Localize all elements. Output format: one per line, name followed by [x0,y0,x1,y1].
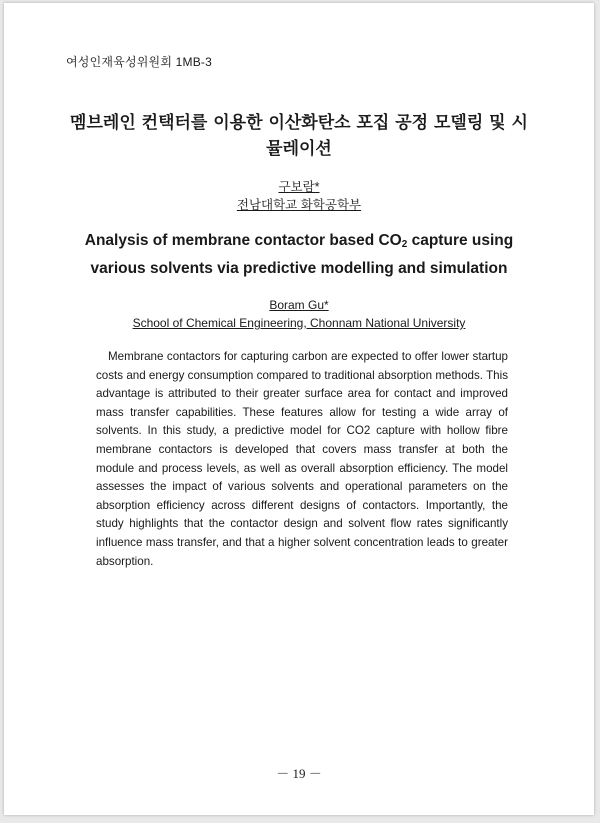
session-header: 여성인재육성위원회 1MB-3 [66,55,213,69]
paper-page [4,3,594,815]
korean-author-line [4,179,594,196]
english-title-part2: capture using various solvents via predictive modelling and simulation [90,232,514,277]
english-author: Boram Gu* [269,298,329,312]
english-affiliation-line [4,315,594,331]
abstract-body: Membrane contactors for capturing carbon are expected to offer lower startup costs and energy consumption compared to traditional absorption methods. This advantage is attributed to their greater surface area for contact and improved mass transfer capabilities. These features allow for testing a wide array of solvents. In this study, a predictive model for CO2 capture with hollow fibre membrane contactors is developed that covers mass transfer at both the module and process levels, as well as overall absorption efficiency. The model assesses the impact of various solvents and operational parameters on the absorption efficiency across different designs of contactors. Importantly, the study highlights that the contactor design and solvent flow rates significantly influence mass transfer, and that a higher solvent concentration leads to greater absorption. [96,350,508,568]
page-number: － 19 － [276,766,322,781]
english-author-line [4,297,594,313]
korean-author: 구보람* [278,180,320,194]
english-affiliation: School of Chemical Engineering, Chonnam National University [132,316,466,330]
english-title-subscript: 2 [401,239,408,250]
korean-affiliation: 전남대학교 화학공학부 [236,198,362,212]
korean-affiliation-line [4,197,594,214]
english-title-part1: Analysis of membrane contactor based CO [84,232,402,249]
korean-title: 멤브레인 컨택터를 이용한 이산화탄소 포집 공정 모델링 및 시뮬레이션 [70,113,528,159]
english-title [84,229,514,281]
